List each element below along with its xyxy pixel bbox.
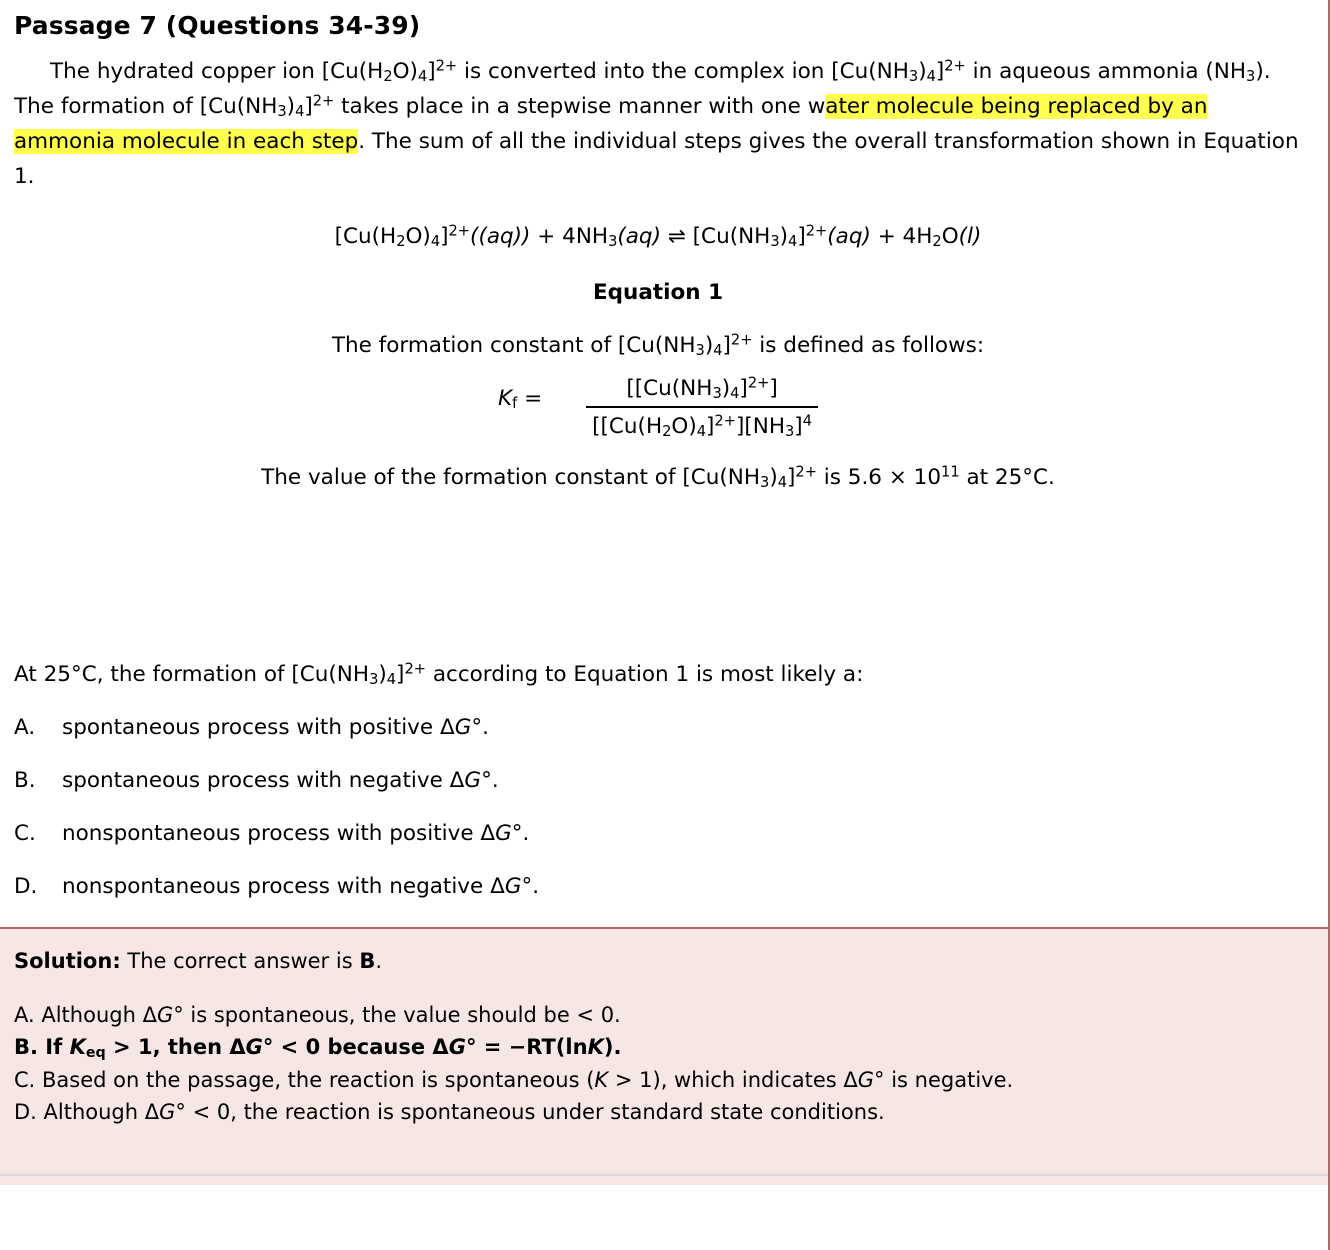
- kf-symbol: K: [498, 385, 513, 411]
- solution-head-period: .: [375, 948, 383, 973]
- question-stem: At 25°C, the formation of $[Cu(NH_3)_4]^{2+}$ according to Equation 1 is most likely a:: [14, 660, 864, 689]
- kf-equals: =: [517, 385, 543, 411]
- paragraph-text-2: is converted into the complex ion: [457, 59, 832, 85]
- kf-label: [498, 376, 586, 411]
- sol-b-mid2: < 0 because: [273, 1035, 433, 1060]
- answer-choices: [14, 715, 1302, 899]
- kf-subscript: f: [512, 395, 518, 413]
- eq-coef-1: 4: [562, 223, 576, 249]
- choice-a[interactable]: [14, 715, 1302, 740]
- choice-b-text: spontaneous process with negative ΔG°.: [62, 767, 499, 793]
- fraction-numerator: $[[Cu(NH_3)_4]^{2+}]$: [626, 374, 778, 403]
- sol-d-suffix: < 0, the reaction is spontaneous under standard state conditions.: [185, 1100, 885, 1125]
- solution-line-a: A. Although ΔG° is spontaneous, the value should be < 0.: [14, 1002, 621, 1027]
- sol-a-prefix: A. Although: [14, 1002, 143, 1027]
- paragraph-text-1: The hydrated copper ion: [50, 59, 322, 85]
- sol-b-suffix: ).: [603, 1035, 622, 1060]
- value-suffix: at 25°C.: [959, 464, 1055, 490]
- sol-c-mid1: > 1), which indicates: [608, 1067, 844, 1092]
- choice-b[interactable]: [14, 768, 1302, 793]
- choice-b-prefix: spontaneous process with negative: [62, 767, 450, 793]
- solution-label: Solution:: [14, 948, 121, 973]
- eq-aq-3: (aq): [827, 223, 871, 249]
- sol-b-prefix: B. If: [14, 1035, 70, 1060]
- choice-d-prefix: nonspontaneous process with negative: [62, 873, 491, 899]
- chemical-equation: $[Cu(H_2O)_4]^{2+}((aq)) + 4NH_3(aq)$ ⇌ $[Cu(NH_3)_4]^{2+}(aq) + 4H_2O(l)$: [334, 221, 982, 250]
- stem-prefix: At 25°C, the formation of: [14, 661, 292, 687]
- sol-d-prefix: D. Although: [14, 1100, 145, 1125]
- formation-constant-value: The value of the formation constant of $[Cu(NH_3)_4]^{2+}$ is $5.6 \times 10^{11}$ at 25°C.: [261, 463, 1055, 492]
- solution-correct-answer: B: [359, 948, 376, 973]
- paragraph-text-5: takes place in a stepwise manner with one w: [334, 94, 826, 120]
- choice-d[interactable]: [14, 874, 1302, 899]
- choice-d-text: nonspontaneous process with negative ΔG°.: [62, 873, 540, 899]
- sol-b-k-italic: K: [587, 1035, 604, 1060]
- solution-panel: [0, 927, 1328, 1185]
- solution-header: [14, 949, 1302, 973]
- fraction: [586, 376, 818, 439]
- value-exponent: 11: [941, 463, 960, 481]
- fc-intro-suffix: is defined as follows:: [752, 332, 985, 358]
- sol-c-prefix: C. Based on the passage, the reaction is spontaneous (: [14, 1067, 595, 1092]
- choice-b-letter: B.: [14, 767, 36, 793]
- choice-d-letter: D.: [14, 873, 38, 899]
- bottom-divider: [0, 1174, 1328, 1176]
- eq-liquid: (l): [958, 223, 982, 249]
- fc-intro-prefix: The formation constant of: [331, 332, 618, 358]
- sol-c-suffix: is negative.: [884, 1067, 1014, 1092]
- solution-line-b: B. If $K_{eq} > 1$, then ΔG° < 0 because ΔG° = −RT(lnK).: [14, 1035, 622, 1062]
- choice-c-text: nonspontaneous process with positive ΔG°.: [62, 820, 530, 846]
- value-mid: is 5.6 × 10: [816, 464, 942, 490]
- paragraph-text-3: in aqueous ammonia (: [965, 59, 1214, 85]
- sol-b-mid3: = −RT(ln: [476, 1035, 588, 1060]
- page-title: Passage 7 (Questions 34-39): [14, 11, 421, 40]
- equilibrium-arrow-icon: ⇌: [667, 223, 686, 249]
- eq-coef-2: 4: [902, 223, 917, 249]
- passage-paragraph: The hydrated copper ion $[Cu(H_2O)_4]^{2+}$ is converted into the complex ion $[Cu(NH_3)_4]^{2+}$ in aqueous ammonia $(NH_3)$. The formation of $[Cu(NH_3)_4]^{2+}$ takes place in a stepwise manner with one water molecule being replaced by an ammonia molecule in each step. The sum of all the individual steps gives the overall transformation shown in Equation 1.: [14, 57, 1299, 189]
- sol-c-k-italic: K: [594, 1067, 609, 1092]
- eq-aq-2: (aq): [617, 223, 661, 249]
- sol-b-k-sub: eq: [85, 1045, 106, 1062]
- choice-a-suffix: .: [482, 714, 489, 740]
- choice-a-prefix: spontaneous process with positive: [62, 714, 440, 740]
- highlighted-text: ater molecule being replaced by an ammonia molecule in each step: [14, 94, 1208, 154]
- choice-a-text: spontaneous process with positive ΔG°.: [62, 714, 489, 740]
- choice-c-prefix: nonspontaneous process with positive: [62, 820, 481, 846]
- sol-b-mid1: > 1, then: [105, 1035, 230, 1060]
- solution-line-c: C. Based on the passage, the reaction is spontaneous (K > 1), which indicates ΔG° is negative.: [14, 1067, 1014, 1092]
- formation-constant-intro: The formation constant of $[Cu(NH_3)_4]^{2+}$ is defined as follows:: [331, 331, 985, 360]
- choice-a-letter: A.: [14, 714, 36, 740]
- solution-line-d: D. Although ΔG° < 0, the reaction is spontaneous under standard state conditions.: [14, 1100, 885, 1125]
- paragraph-text-6: . The sum of all the individual steps gives the overall transformation shown in Equation 1.: [14, 128, 1299, 189]
- eq-plus-1: +: [530, 223, 563, 249]
- sol-b-k: K: [69, 1035, 86, 1060]
- eq-aq-1: (aq): [478, 223, 523, 249]
- paragraph-text-4: ). The formation of: [14, 59, 1271, 120]
- equation-label: Equation 1: [592, 279, 724, 305]
- choice-c-suffix: .: [522, 820, 530, 846]
- sol-a-suffix: is spontaneous, the value should be < 0.: [183, 1002, 621, 1027]
- stem-suffix: according to Equation 1 is most likely a:: [425, 661, 864, 687]
- solution-head-text: The correct answer is: [120, 948, 360, 973]
- choice-c[interactable]: [14, 821, 1302, 846]
- value-prefix: The value of the formation constant of: [261, 464, 683, 490]
- fraction-denominator: $[[Cu(H_2O)_4]^{2+}][NH_3]^4$: [592, 412, 812, 441]
- formation-constant-formula: [14, 376, 1302, 439]
- choice-c-letter: C.: [14, 820, 36, 846]
- eq-plus-2: +: [870, 223, 903, 249]
- choice-d-suffix: .: [532, 873, 540, 899]
- spacer: [14, 490, 1302, 662]
- choice-b-suffix: .: [491, 767, 499, 793]
